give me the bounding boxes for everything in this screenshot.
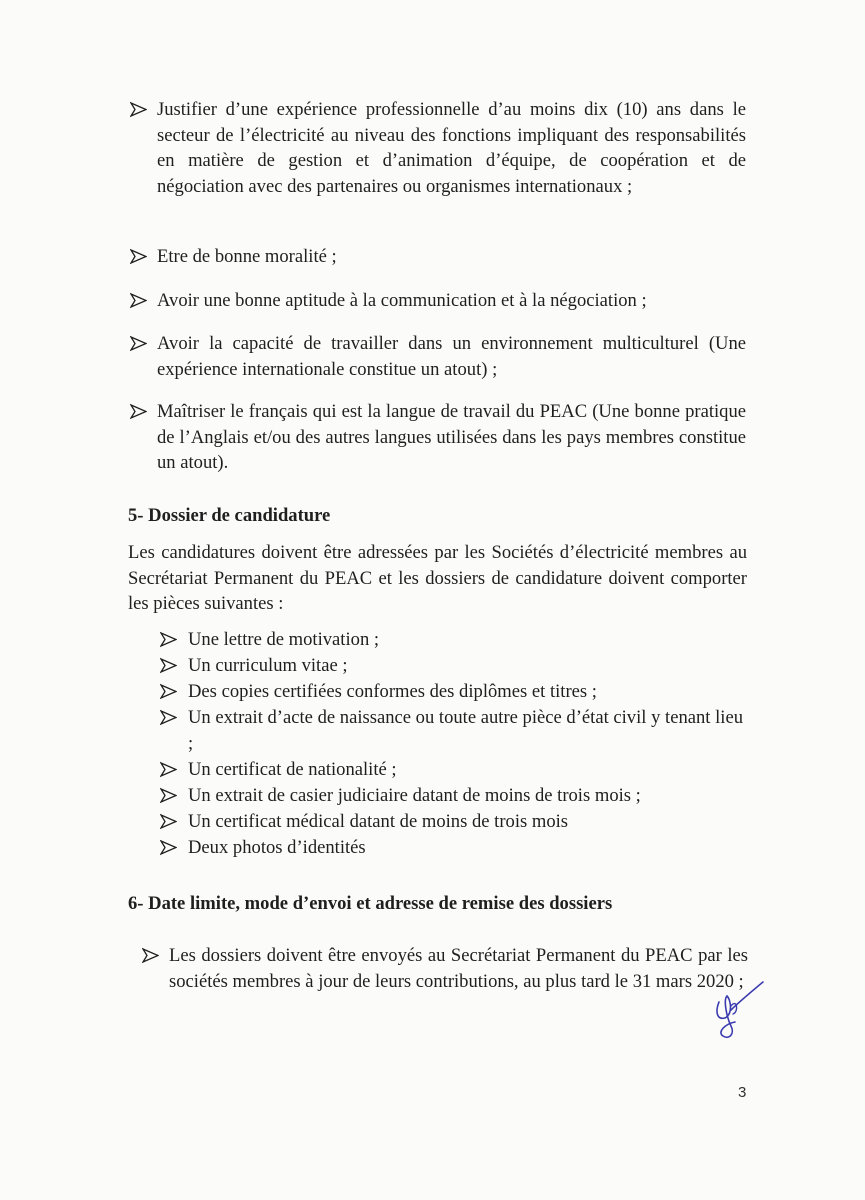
submission-text: Les dossiers doivent être envoyés au Secrétariat Permanent du PEAC par les sociétés membres à jour de leurs contributions, au plus tard le 31 mars 2020 ; bbox=[169, 945, 748, 992]
criteria-item bbox=[130, 97, 746, 199]
arrow-bullet-icon bbox=[130, 335, 147, 352]
section-6-heading: 6- Date limite, mode d’envoi et adresse de remise des dossiers bbox=[128, 893, 613, 914]
piece-text: Un curriculum vitae ; bbox=[188, 655, 348, 676]
signature-initials bbox=[705, 978, 767, 1042]
piece-text: Un certificat médical datant de moins de trois mois bbox=[188, 811, 569, 832]
criteria-text: Etre de bonne moralité ; bbox=[157, 246, 337, 267]
section-5-heading: 5- Dossier de candidature bbox=[128, 505, 331, 526]
piece-text: Un certificat de nationalité ; bbox=[188, 759, 397, 780]
arrow-bullet-icon bbox=[142, 947, 159, 964]
arrow-bullet-icon bbox=[160, 761, 177, 778]
section-5-intro: Les candidatures doivent être adressées par les Sociétés d’électricité membres au Secrétariat Permanent du PEAC et les dossiers de candidature doivent comporter les pièces suivantes : bbox=[128, 542, 747, 614]
arrow-bullet-icon bbox=[130, 248, 147, 265]
piece-text: Des copies certifiées conformes des diplômes et titres ; bbox=[188, 681, 597, 702]
page-number: 3 bbox=[738, 1084, 747, 1101]
document-piece-item bbox=[160, 783, 750, 809]
criteria-text: Avoir la capacité de travailler dans un environnement multiculturel (Une expérience internationale constitue un atout) ; bbox=[157, 333, 746, 380]
arrow-bullet-icon bbox=[160, 657, 177, 674]
criteria-text: Justifier d’une expérience professionnelle d’au moins dix (10) ans dans le secteur de l’électricité au niveau des fonctions impliquant des responsabilités en matière de gestion et d’animation d’équipe, de coopération et de négociation avec des partenaires ou organismes internationaux ; bbox=[157, 99, 746, 197]
criteria-item bbox=[130, 288, 746, 314]
piece-text: Une lettre de motivation ; bbox=[188, 629, 380, 650]
document-piece-item bbox=[160, 809, 750, 835]
submission-item bbox=[142, 943, 748, 994]
piece-text: Un extrait d’acte de naissance ou toute autre pièce d’état civil y tenant lieu ; bbox=[188, 707, 743, 754]
document-piece-item bbox=[160, 653, 750, 679]
piece-text: Un extrait de casier judiciaire datant de moins de trois mois ; bbox=[188, 785, 641, 806]
arrow-bullet-icon bbox=[160, 839, 177, 856]
arrow-bullet-icon bbox=[160, 709, 177, 726]
criteria-text: Avoir une bonne aptitude à la communication et à la négociation ; bbox=[157, 290, 647, 311]
criteria-text: Maîtriser le français qui est la langue de travail du PEAC (Une bonne pratique de l’Anglais et/ou des autres langues utilisées dans les pays membres constitue un atout). bbox=[157, 401, 746, 473]
document-piece-item bbox=[160, 705, 750, 756]
criteria-item bbox=[130, 244, 746, 270]
criteria-item bbox=[130, 331, 746, 382]
document-piece-item bbox=[160, 679, 750, 705]
piece-text: Deux photos d’identités bbox=[188, 837, 366, 858]
criteria-item bbox=[130, 399, 746, 476]
document-piece-item bbox=[160, 627, 750, 653]
document-piece-item bbox=[160, 835, 750, 861]
arrow-bullet-icon bbox=[130, 101, 147, 118]
arrow-bullet-icon bbox=[130, 403, 147, 420]
arrow-bullet-icon bbox=[160, 631, 177, 648]
arrow-bullet-icon bbox=[160, 683, 177, 700]
arrow-bullet-icon bbox=[160, 813, 177, 830]
arrow-bullet-icon bbox=[130, 292, 147, 309]
document-piece-item bbox=[160, 757, 750, 783]
arrow-bullet-icon bbox=[160, 787, 177, 804]
